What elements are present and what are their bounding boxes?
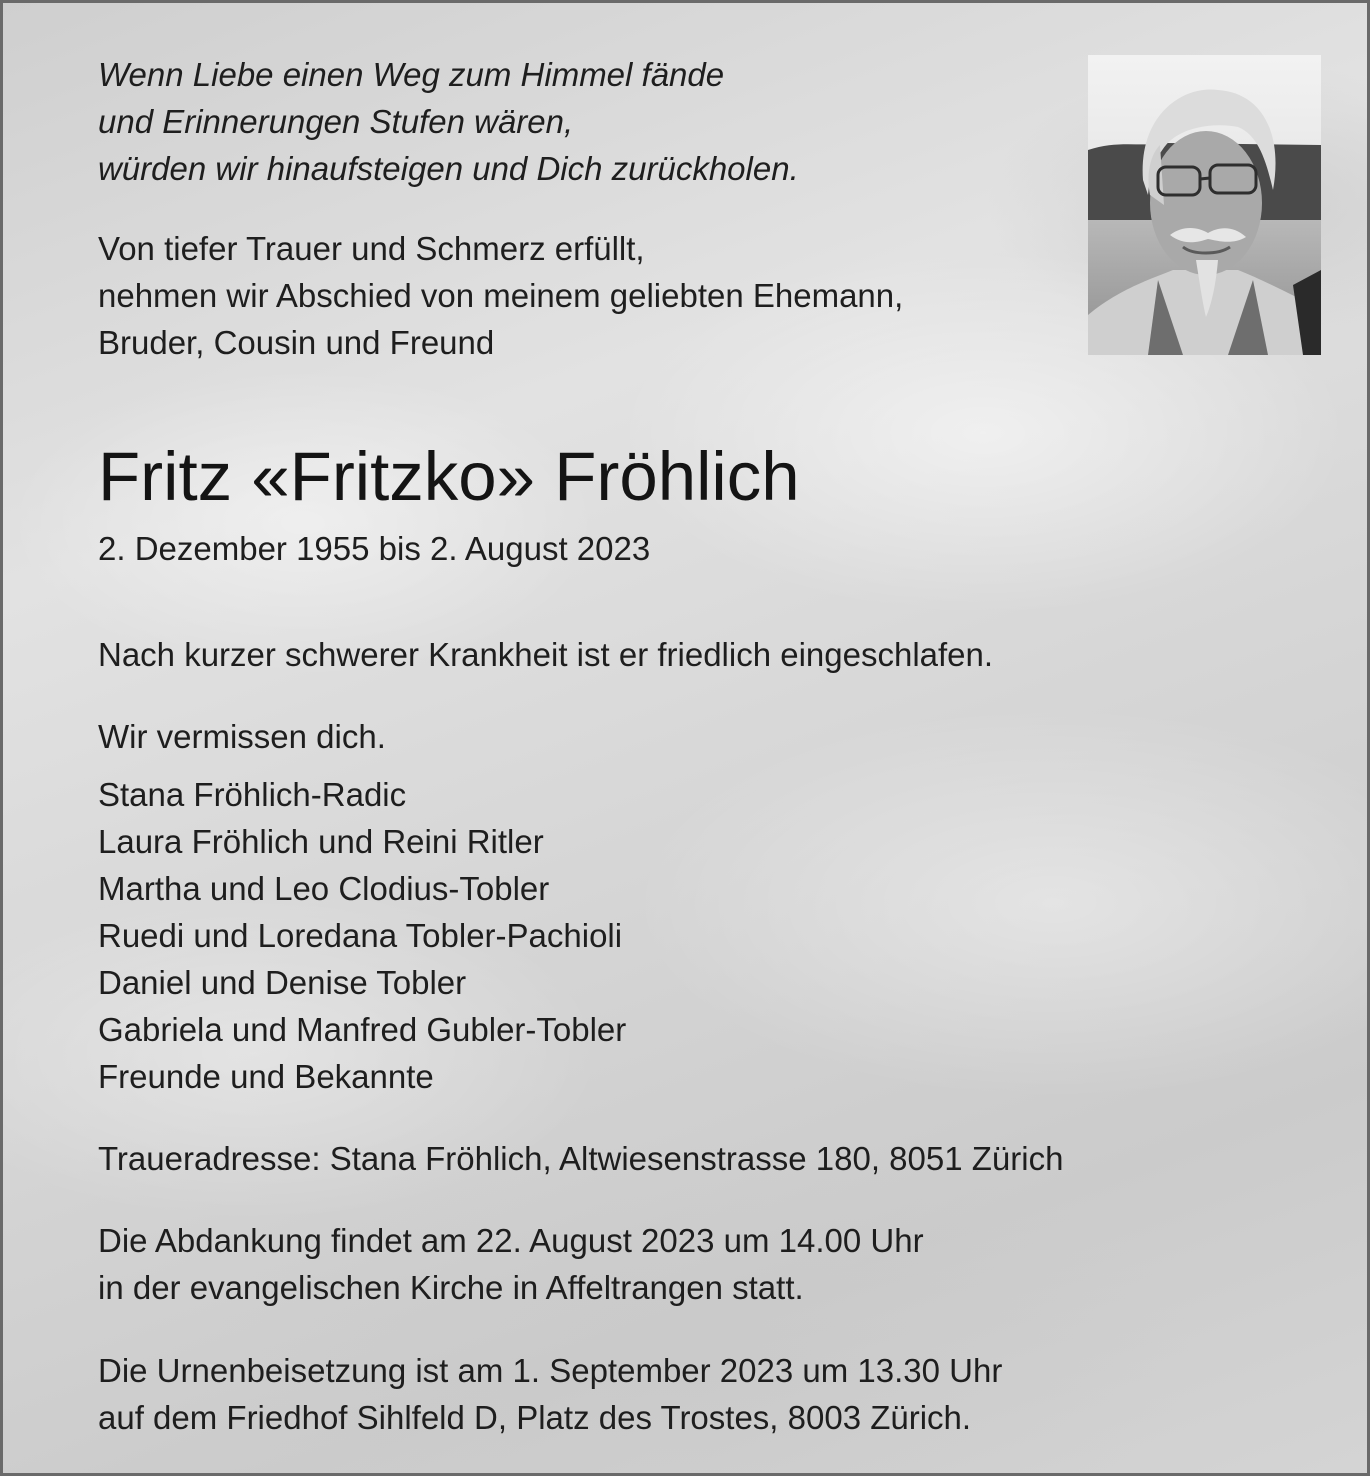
- portrait-photo: [1088, 55, 1321, 355]
- intro-line: nehmen wir Abschied von meinem geliebten Ehemann,: [98, 277, 904, 314]
- poem-line: würden wir hinaufsteigen und Dich zurückholen.: [98, 150, 799, 187]
- family-member: Martha und Leo Clodius-Tobler: [98, 870, 550, 907]
- poem-line: Wenn Liebe einen Weg zum Himmel fände: [98, 56, 725, 93]
- miss-note: Wir vermissen dich.: [98, 718, 386, 755]
- family-member: Stana Fröhlich-Radic: [98, 776, 407, 813]
- family-member: Freunde und Bekannte: [98, 1058, 434, 1095]
- poem-line: und Erinnerungen Stufen wären,: [98, 103, 574, 140]
- portrait-photo-graphic: [1088, 55, 1321, 355]
- burial-line: auf dem Friedhof Sihlfeld D, Platz des Trostes, 8003 Zürich.: [98, 1399, 972, 1436]
- poem: [98, 51, 1058, 192]
- life-dates: 2. Dezember 1955 bis 2. August 2023: [98, 530, 651, 567]
- family-member: Laura Fröhlich und Reini Ritler: [98, 823, 544, 860]
- burial-line: Die Urnenbeisetzung ist am 1. September 2023 um 13.30 Uhr: [98, 1352, 1003, 1389]
- passing-note: Nach kurzer schwerer Krankheit ist er friedlich eingeschlafen.: [98, 636, 994, 673]
- burial-info: [98, 1347, 1002, 1441]
- ceremony-info: [98, 1217, 924, 1311]
- family-member: Daniel und Denise Tobler: [98, 964, 467, 1001]
- ceremony-line: Die Abdankung findet am 22. August 2023 um 14.00 Uhr: [98, 1222, 924, 1259]
- deceased-name: Fritz «Fritzko» Fröhlich: [98, 438, 800, 515]
- intro-text: [98, 225, 903, 366]
- family-list: [98, 771, 626, 1100]
- family-member: Gabriela und Manfred Gubler-Tobler: [98, 1011, 627, 1048]
- mourning-address: Traueradresse: Stana Fröhlich, Altwiesenstrasse 180, 8051 Zürich: [98, 1140, 1064, 1177]
- intro-line: Bruder, Cousin und Freund: [98, 324, 495, 361]
- intro-line: Von tiefer Trauer und Schmerz erfüllt,: [98, 230, 645, 267]
- ceremony-line: in der evangelischen Kirche in Affeltrangen statt.: [98, 1269, 804, 1306]
- family-member: Ruedi und Loredana Tobler-Pachioli: [98, 917, 623, 954]
